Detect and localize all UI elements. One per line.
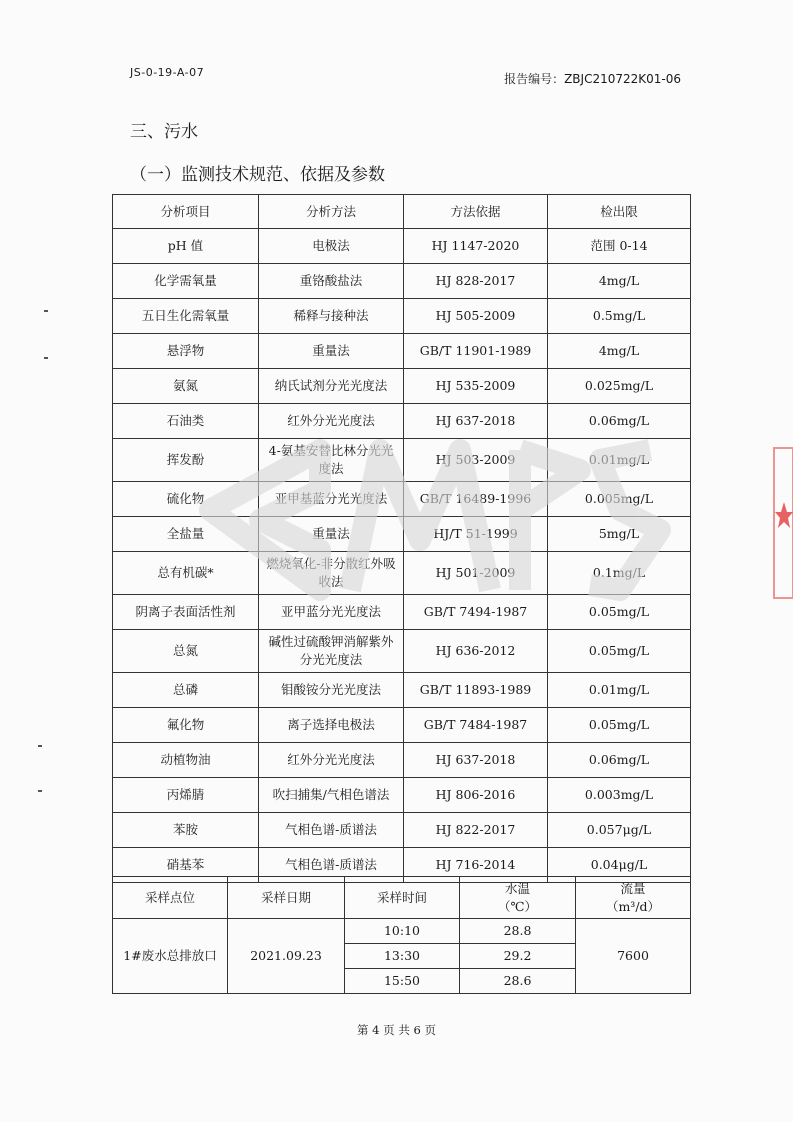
analysis-method: 重铬酸盐法	[259, 264, 404, 299]
analysis-method: 碱性过硫酸钾消解紫外分光光度法	[259, 630, 404, 673]
sampling-date: 2021.09.23	[228, 919, 345, 994]
column-header: 方法依据	[404, 195, 548, 229]
table-row	[113, 299, 691, 334]
analysis-method: 稀释与接种法	[259, 299, 404, 334]
table-row	[113, 334, 691, 369]
water-temp-value: 29.2	[460, 944, 576, 969]
table-row	[113, 369, 691, 404]
scan-speck	[38, 745, 42, 747]
detection-limit: 0.04μg/L	[548, 848, 691, 883]
analysis-method: 纳氏试剂分光光度法	[259, 369, 404, 404]
method-basis: GB/T 7494-1987	[404, 595, 548, 630]
detection-limit: 0.057μg/L	[548, 813, 691, 848]
analysis-method: 亚甲基蓝分光光度法	[259, 482, 404, 517]
flow-unit: （m³/d）	[605, 898, 661, 914]
method-basis: HJ/T 51-1999	[404, 517, 548, 552]
analysis-item: 氨氮	[113, 369, 259, 404]
flow-label: 流量	[620, 880, 646, 896]
detection-limit: 0.025mg/L	[548, 369, 691, 404]
analysis-item: 氟化物	[113, 708, 259, 743]
analysis-item: 化学需氧量	[113, 264, 259, 299]
analysis-method: 气相色谱-质谱法	[259, 848, 404, 883]
analysis-item: 丙烯腈	[113, 778, 259, 813]
table-row	[113, 517, 691, 552]
scan-speck	[44, 357, 48, 359]
detection-limit: 0.5mg/L	[548, 299, 691, 334]
method-basis: HJ 505-2009	[404, 299, 548, 334]
table-row	[113, 743, 691, 778]
detection-limit: 范围 0-14	[548, 229, 691, 264]
detection-limit: 0.01mg/L	[548, 673, 691, 708]
table-row	[113, 708, 691, 743]
method-basis: GB/T 11893-1989	[404, 673, 548, 708]
table-row	[113, 264, 691, 299]
detection-limit: 5mg/L	[548, 517, 691, 552]
sampling-time: 10:10	[345, 919, 460, 944]
table-row	[113, 813, 691, 848]
analysis-method: 电极法	[259, 229, 404, 264]
method-basis: HJ 716-2014	[404, 848, 548, 883]
detection-limit: 0.003mg/L	[548, 778, 691, 813]
detection-limit: 0.06mg/L	[548, 404, 691, 439]
report-number: 报告编号：ZBJC210722K01-06	[504, 72, 681, 86]
section-title: 三、污水	[130, 122, 198, 142]
table-header-row	[113, 877, 691, 919]
analysis-method: 吹扫捕集/气相色谱法	[259, 778, 404, 813]
table-row	[113, 404, 691, 439]
page-footer: 第 4 页 共 6 页	[357, 1023, 436, 1037]
analysis-item: 总氮	[113, 630, 259, 673]
analysis-item: 五日生化需氧量	[113, 299, 259, 334]
column-header-flow	[576, 877, 691, 919]
method-basis: GB/T 16489-1996	[404, 482, 548, 517]
detection-limit: 0.01mg/L	[548, 439, 691, 482]
sampling-location: 1#废水总排放口	[113, 919, 228, 994]
scan-speck	[38, 790, 42, 792]
table-row	[113, 778, 691, 813]
analysis-method: 气相色谱-质谱法	[259, 813, 404, 848]
analysis-item: 全盐量	[113, 517, 259, 552]
analysis-item: 动植物油	[113, 743, 259, 778]
sampling-table	[112, 876, 691, 994]
table-row	[113, 630, 691, 673]
method-basis: HJ 822-2017	[404, 813, 548, 848]
method-basis: HJ 636-2012	[404, 630, 548, 673]
method-basis: HJ 501-2009	[404, 552, 548, 595]
seal-stamp	[770, 440, 793, 610]
water-temp-unit: （℃）	[498, 898, 537, 914]
column-header: 采样日期	[228, 877, 345, 919]
method-basis: HJ 828-2017	[404, 264, 548, 299]
analysis-method: 4-氨基安替比林分光光度法	[259, 439, 404, 482]
water-temp-label: 水温	[504, 880, 530, 896]
analysis-method: 亚甲蓝分光光度法	[259, 595, 404, 630]
table-header-row	[113, 195, 691, 229]
analysis-item: 石油类	[113, 404, 259, 439]
table-row	[113, 595, 691, 630]
column-header: 采样点位	[113, 877, 228, 919]
analysis-method: 钼酸铵分光光度法	[259, 673, 404, 708]
analysis-item: pH 值	[113, 229, 259, 264]
method-basis: HJ 1147-2020	[404, 229, 548, 264]
method-basis: HJ 503-2009	[404, 439, 548, 482]
analysis-item: 挥发酚	[113, 439, 259, 482]
doc-code: JS-0-19-A-07	[130, 66, 205, 79]
detection-limit: 4mg/L	[548, 264, 691, 299]
flow-value: 7600	[576, 919, 691, 994]
analysis-method: 重量法	[259, 517, 404, 552]
analysis-item: 苯胺	[113, 813, 259, 848]
analysis-item: 阴离子表面活性剂	[113, 595, 259, 630]
detection-limit: 0.06mg/L	[548, 743, 691, 778]
detection-limit: 0.005mg/L	[548, 482, 691, 517]
analysis-method: 离子选择电极法	[259, 708, 404, 743]
column-header: 采样时间	[345, 877, 460, 919]
methods-table	[112, 194, 691, 883]
table-row	[113, 482, 691, 517]
table-row	[113, 919, 691, 944]
analysis-item: 悬浮物	[113, 334, 259, 369]
detection-limit: 0.1mg/L	[548, 552, 691, 595]
method-basis: HJ 637-2018	[404, 743, 548, 778]
analysis-item: 硝基苯	[113, 848, 259, 883]
detection-limit: 4mg/L	[548, 334, 691, 369]
sub-title: （一）监测技术规范、依据及参数	[130, 165, 385, 185]
table-row	[113, 229, 691, 264]
column-header-water-temp	[460, 877, 576, 919]
method-basis: HJ 806-2016	[404, 778, 548, 813]
column-header: 分析项目	[113, 195, 259, 229]
detection-limit: 0.05mg/L	[548, 595, 691, 630]
table-row	[113, 673, 691, 708]
method-basis: GB/T 7484-1987	[404, 708, 548, 743]
column-header: 检出限	[548, 195, 691, 229]
analysis-method: 红外分光光度法	[259, 743, 404, 778]
analysis-item: 总磷	[113, 673, 259, 708]
sampling-time: 15:50	[345, 969, 460, 994]
detection-limit: 0.05mg/L	[548, 708, 691, 743]
detection-limit: 0.05mg/L	[548, 630, 691, 673]
method-basis: GB/T 11901-1989	[404, 334, 548, 369]
method-basis: HJ 637-2018	[404, 404, 548, 439]
method-basis: HJ 535-2009	[404, 369, 548, 404]
analysis-item: 硫化物	[113, 482, 259, 517]
water-temp-value: 28.8	[460, 919, 576, 944]
analysis-method: 红外分光光度法	[259, 404, 404, 439]
table-row	[113, 552, 691, 595]
column-header: 分析方法	[259, 195, 404, 229]
analysis-method: 燃烧氧化-非分散红外吸收法	[259, 552, 404, 595]
table-row	[113, 439, 691, 482]
water-temp-value: 28.6	[460, 969, 576, 994]
analysis-method: 重量法	[259, 334, 404, 369]
sampling-time: 13:30	[345, 944, 460, 969]
analysis-item: 总有机碳*	[113, 552, 259, 595]
scan-speck	[44, 310, 48, 312]
